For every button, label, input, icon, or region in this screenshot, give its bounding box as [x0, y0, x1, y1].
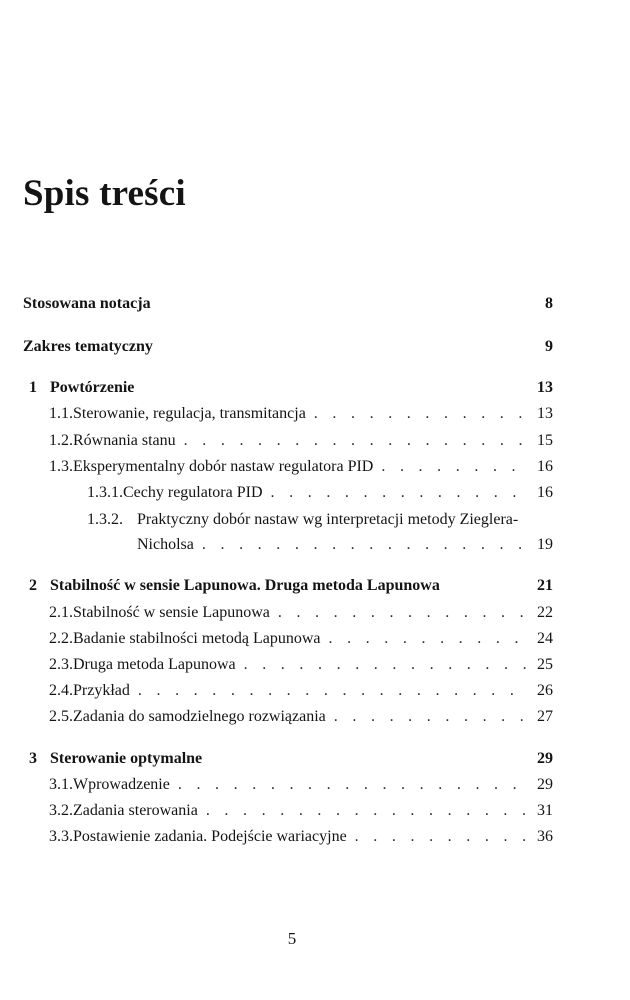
- subsection-page: 19: [537, 536, 553, 553]
- toc-entry-title: Stosowana notacja: [23, 295, 151, 312]
- dot-leader: [381, 457, 527, 477]
- section-title: Wprowadzenie: [73, 776, 170, 793]
- toc-subsection-1-3-2-continued[interactable]: [137, 535, 553, 555]
- section-number: 1.2.: [49, 432, 73, 449]
- section-number: 3.2.: [49, 802, 73, 819]
- page-title: Spis treści: [23, 173, 186, 214]
- toc-subsection-1-3-1[interactable]: [87, 483, 553, 503]
- dot-leader: [278, 603, 527, 623]
- dot-leader: [314, 404, 527, 424]
- page-number: 5: [287, 929, 297, 948]
- section-page: 31: [537, 802, 553, 819]
- section-number: 2.3.: [49, 656, 73, 673]
- chapter-number: 1: [29, 379, 37, 396]
- chapter-number: 2: [29, 577, 37, 594]
- subsection-page: 16: [537, 484, 553, 501]
- section-page: 24: [537, 630, 553, 647]
- section-page: 27: [537, 708, 553, 725]
- chapter-page: 21: [537, 577, 553, 594]
- subsection-number: 1.3.2.: [87, 511, 123, 528]
- dot-leader: [184, 431, 527, 451]
- toc-entry-scope[interactable]: [23, 337, 553, 357]
- toc-entry-page: 8: [545, 295, 553, 312]
- section-title: Eksperymentalny dobór nastaw regulatora PID: [73, 458, 374, 475]
- section-title: Badanie stabilności metodą Lapunowa: [73, 630, 321, 647]
- toc-section-2-2[interactable]: [49, 629, 553, 649]
- section-number: 3.1.: [49, 776, 73, 793]
- dot-leader: [355, 827, 527, 847]
- dot-leader: [334, 707, 527, 727]
- toc-section-2-1[interactable]: [49, 603, 553, 623]
- subsection-title: Praktyczny dobór nastaw wg interpretacji metody Zieglera-: [137, 511, 519, 528]
- toc-section-2-5[interactable]: [49, 707, 553, 727]
- subsection-title: Cechy regulatora PID: [123, 484, 263, 501]
- section-page: 25: [537, 656, 553, 673]
- section-number: 3.3.: [49, 828, 73, 845]
- section-page: 29: [537, 776, 553, 793]
- toc-entry-page: 9: [545, 338, 553, 355]
- toc-section-3-1[interactable]: [49, 775, 553, 795]
- section-title: Sterowanie, regulacja, transmitancja: [73, 405, 306, 422]
- section-number: 1.3.: [49, 458, 73, 475]
- toc-section-2-4[interactable]: [49, 681, 553, 701]
- toc-entry-title: Zakres tematyczny: [23, 338, 153, 355]
- chapter-number: 3: [29, 750, 37, 767]
- section-title: Zadania sterowania: [73, 802, 198, 819]
- dot-leader: [202, 535, 527, 555]
- chapter-page: 13: [537, 379, 553, 396]
- section-number: 2.5.: [49, 708, 73, 725]
- toc-entry-notation[interactable]: [23, 294, 553, 314]
- section-title: Zadania do samodzielnego rozwiązania: [73, 708, 326, 725]
- dot-leader: [244, 655, 527, 675]
- section-page: 36: [537, 828, 553, 845]
- toc-section-3-3[interactable]: [49, 827, 553, 847]
- toc-subsection-1-3-2[interactable]: [87, 510, 553, 530]
- chapter-page: 29: [537, 750, 553, 767]
- dot-leader: [271, 483, 527, 503]
- toc-chapter-2[interactable]: [29, 576, 553, 596]
- section-number: 1.1.: [49, 405, 73, 422]
- section-title: Równania stanu: [73, 432, 176, 449]
- section-number: 2.1.: [49, 604, 73, 621]
- subsection-number: 1.3.1.: [87, 484, 123, 501]
- subsection-title-continued: Nicholsa: [137, 536, 194, 553]
- dot-leader: [178, 775, 527, 795]
- section-number: 2.2.: [49, 630, 73, 647]
- toc-section-3-2[interactable]: [49, 801, 553, 821]
- section-page: 13: [537, 405, 553, 422]
- toc-section-2-3[interactable]: [49, 655, 553, 675]
- chapter-title: Powtórzenie: [50, 379, 135, 396]
- toc-chapter-1[interactable]: [29, 378, 553, 398]
- toc-section-1-2[interactable]: [49, 431, 553, 451]
- dot-leader: [138, 681, 527, 701]
- section-title: Przykład: [73, 682, 130, 699]
- section-number: 2.4.: [49, 682, 73, 699]
- dot-leader: [206, 801, 527, 821]
- section-title: Postawienie zadania. Podejście wariacyjne: [73, 828, 347, 845]
- section-page: 15: [537, 432, 553, 449]
- section-page: 26: [537, 682, 553, 699]
- chapter-title: Sterowanie optymalne: [50, 750, 203, 767]
- dot-leader: [328, 629, 527, 649]
- section-page: 22: [537, 604, 553, 621]
- chapter-title: Stabilność w sensie Lapunowa. Druga metoda Lapunowa: [50, 577, 440, 594]
- toc-chapter-3[interactable]: [29, 749, 553, 769]
- section-page: 16: [537, 458, 553, 475]
- section-title: Druga metoda Lapunowa: [73, 656, 236, 673]
- toc-section-1-1[interactable]: [49, 404, 553, 424]
- section-title: Stabilność w sensie Lapunowa: [73, 604, 270, 621]
- toc-section-1-3[interactable]: [49, 457, 553, 477]
